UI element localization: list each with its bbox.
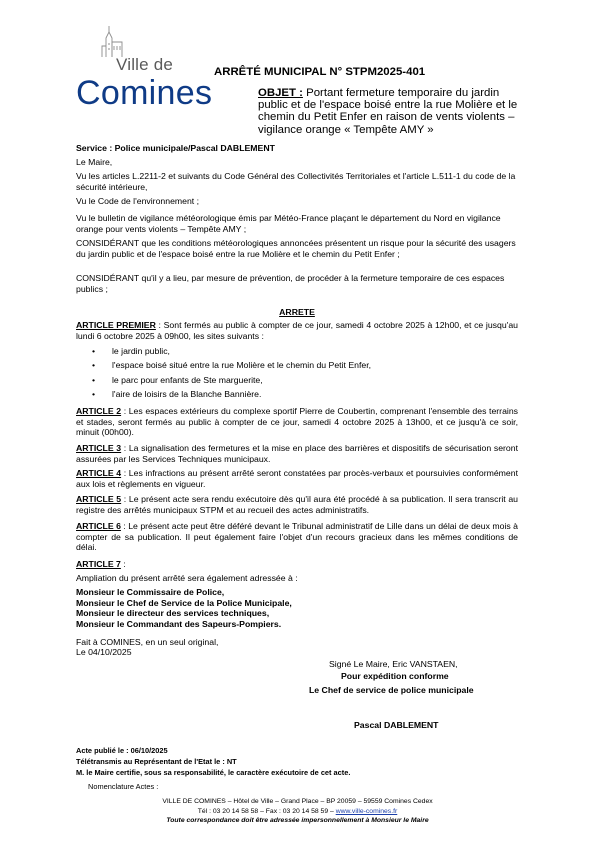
article-2-text: : Les espaces extérieurs du complexe sportif Pierre de Coubertin, comprenant l'ensemble des terrains et stades, seront fermés au public à compter de ce jour, samedi 4 octobre 2025 à 13h00, et ce jusqu'à ce soir, minuit (00h00). bbox=[76, 406, 519, 437]
article-4-label: ARTICLE 4 bbox=[76, 468, 122, 478]
article-3-text: : La signalisation des fermetures et la mise en place des barrières et dispositifs de sécurisation seront assurées par les Services Techniques municipaux. bbox=[76, 443, 518, 464]
closed-sites-list bbox=[76, 344, 516, 402]
vu-environnement: Vu le Code de l'environnement ; bbox=[76, 196, 200, 206]
article-6 bbox=[76, 521, 518, 553]
signatory-name: Pascal DABLEMENT bbox=[354, 720, 439, 730]
article-5-text: : Le présent acte sera rendu exécutoire dès qu'il aura été procédé à sa publication. Il sera transcrit au registre des arrêtés municipaux STPM et au recueil des actes administratifs. bbox=[76, 494, 519, 515]
comines-logo bbox=[74, 24, 213, 112]
article-2 bbox=[76, 406, 518, 438]
objet-block bbox=[258, 87, 520, 136]
objet-text: Portant fermeture temporaire du jardin public et de l'espace boisé entre la rue Molière et le chemin du Petit Enfer en raison de vents violents – vigilance orange « Tempête AMY » bbox=[258, 87, 518, 136]
recipient-item: Monsieur le Commandant des Sapeurs-Pompiers. bbox=[76, 618, 282, 629]
church-icon bbox=[94, 24, 134, 58]
vu-bulletin: Vu le bulletin de vigilance météorologique émis par Météo-France plaçant le département du Nord en vigilance orange pour vents violents – Tempête AMY ; bbox=[76, 213, 501, 234]
considerant-prevention: CONSIDÉRANT qu'il y a lieu, par mesure de prévention, de procéder à la fermeture temporaire de ces espaces publics ; bbox=[76, 273, 505, 294]
article-2-label: ARTICLE 2 bbox=[76, 406, 122, 416]
recipients-list bbox=[76, 587, 518, 629]
list-item: • l'aire de loisirs de la Blanche Bannière. bbox=[76, 387, 516, 401]
article-3 bbox=[76, 443, 518, 464]
article-premier bbox=[76, 320, 518, 341]
list-item: • le jardin public, bbox=[76, 344, 516, 358]
signature-date: Le 04/10/2025 bbox=[76, 647, 132, 657]
footer-phone-fax: Tél : 03 20 14 58 58 – Fax : 03 20 14 58 59 – bbox=[197, 807, 336, 815]
service-line: Service : Police municipale/Pascal DABLEMENT bbox=[76, 143, 275, 153]
ampliation-line: Ampliation du présent arrêté sera également adressée à : bbox=[76, 573, 298, 583]
document-title: ARRÊTÉ MUNICIPAL N° STPM2025-401 bbox=[214, 66, 426, 78]
website-link[interactable]: www.ville-comines.fr bbox=[335, 807, 398, 815]
le-maire: Le Maire, bbox=[76, 157, 113, 167]
recipient-item: Monsieur le Commissaire de Police, bbox=[76, 587, 225, 597]
footer-address: VILLE DE COMINES – Hôtel de Ville – Grand Place – BP 20059 – 59559 Comines Cedex bbox=[162, 798, 433, 805]
article-1-text: : Sont fermés au public à compter de ce jour, samedi 4 octobre 2025 à 12h00, et ce jusqu'au lundi 6 octobre 2025 à 09h00, les sites suivants : bbox=[76, 320, 519, 341]
article-1-label: ARTICLE PREMIER bbox=[76, 320, 156, 330]
article-3-label: ARTICLE 3 bbox=[76, 443, 122, 453]
article-5 bbox=[76, 494, 518, 515]
article-4-text: : Les infractions au présent arrêté seront constatées par procès-verbaux et poursuivies conformément aux lois et règlements en vigueur. bbox=[76, 468, 518, 489]
list-item: • le parc pour enfants de Ste marguerite, bbox=[76, 373, 516, 387]
objet-label: OBJET : bbox=[258, 87, 303, 99]
footer-contact bbox=[60, 807, 535, 817]
article-6-label: ARTICLE 6 bbox=[76, 521, 121, 531]
considerant-risque: CONSIDÉRANT que les conditions météorologiques annoncées présentent un risque pour la sécurité des usagers du jardin public et de l'espace boisé entre la rue Molière et le chemin du Petit Enfer ; bbox=[76, 238, 516, 259]
nomenclature-actes: Nomenclature Actes : bbox=[88, 782, 159, 791]
footer bbox=[60, 797, 535, 826]
article-5-label: ARTICLE 5 bbox=[76, 494, 122, 504]
recipient-item: Monsieur le Chef de Service de la Police Municipale, bbox=[76, 597, 292, 608]
vu-cgct: Vu les articles L.2211-2 et suivants du Code Général des Collectivités Territoriales et l'article L.511-1 du code de la sécurité intérieure, bbox=[76, 171, 516, 192]
maire-certifie: M. le Maire certifie, sous sa responsabilité, le caractère exécutoire de cet acte. bbox=[76, 767, 351, 777]
expedition-conforme: Pour expédition conforme bbox=[341, 671, 449, 681]
acte-publie: Acte publié le : 06/10/2025 bbox=[76, 746, 168, 755]
logo-ville-text: Ville de bbox=[116, 55, 174, 74]
fait-a-comines: Fait à COMINES, en un seul original, bbox=[76, 637, 219, 647]
footer-correspondence-note: Toute correspondance doit être adressée impersonnellement à Monsieur le Maire bbox=[166, 817, 429, 825]
signed-by: Signé Le Maire, Eric VANSTAEN, bbox=[329, 659, 458, 669]
article-6-text: : Le présent acte peut être déféré devant le Tribunal administratif de Lille dans un délai de deux mois à compter de sa publication. Il peut également faire l'objet d'un recours gracieux dans les mêmes conditions de délai. bbox=[76, 521, 518, 552]
logo-comines-text: Comines bbox=[76, 74, 213, 112]
recipient-item: Monsieur le directeur des services techniques, bbox=[76, 608, 270, 618]
publication-block bbox=[76, 746, 518, 778]
article-7-label: ARTICLE 7 bbox=[76, 559, 121, 569]
article-4 bbox=[76, 468, 518, 489]
article-7-text: : bbox=[120, 559, 126, 569]
article-7 bbox=[76, 559, 518, 570]
list-item: • l'espace boisé situé entre la rue Molière et le chemin du Petit Enfer, bbox=[76, 358, 516, 372]
teletransmis: Télétransmis au Représentant de l'Etat le : NT bbox=[76, 756, 237, 766]
arrete-heading: ARRETE bbox=[279, 307, 315, 317]
chef-de-service: Le Chef de service de police municipale bbox=[309, 685, 474, 695]
